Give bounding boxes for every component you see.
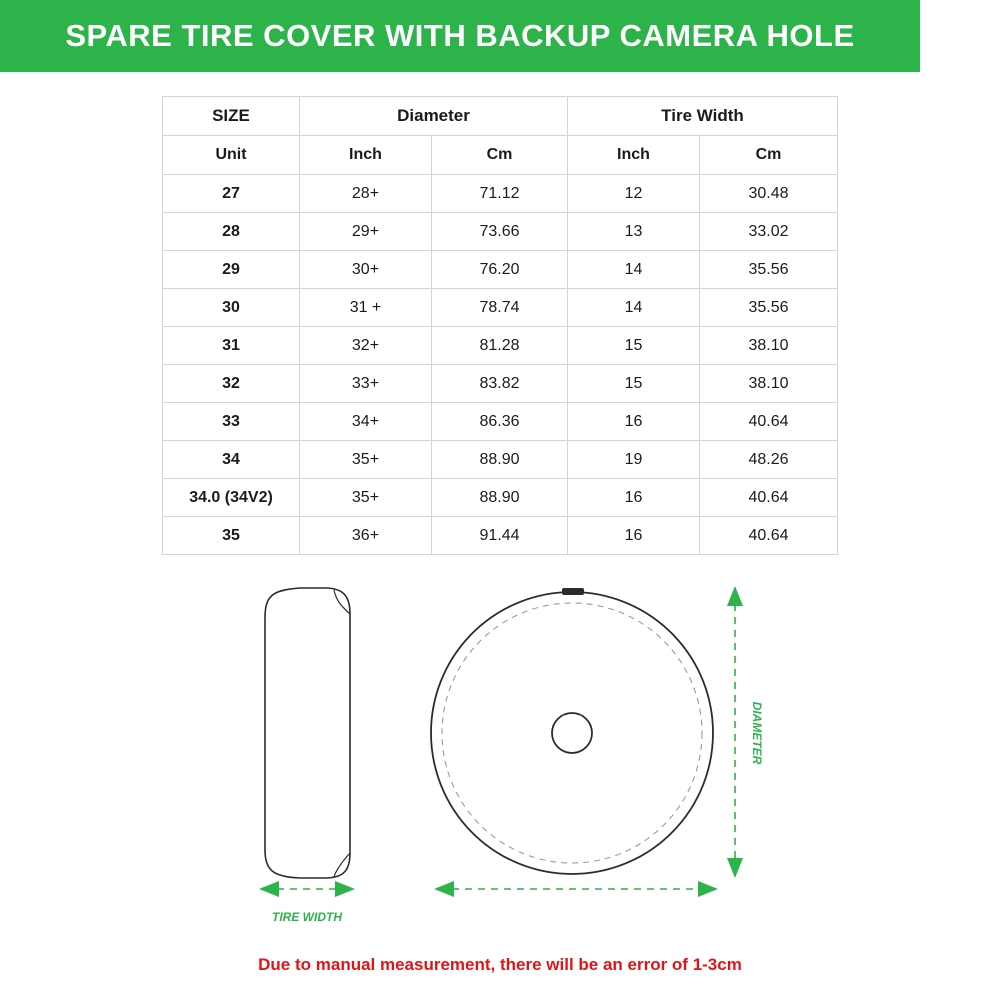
cell-diameter-cm: 83.82 — [431, 365, 567, 403]
cell-diameter-inch: 30+ — [300, 251, 432, 289]
cell-diameter-inch: 36+ — [300, 517, 432, 555]
table-row — [163, 327, 838, 365]
cell-diameter-inch: 32+ — [300, 327, 432, 365]
cell-width-inch: 12 — [567, 175, 699, 213]
diameter-label: DIAMETER — [750, 701, 764, 765]
header-diameter-cm: Cm — [431, 136, 567, 175]
arrow-left-icon-2 — [259, 881, 279, 897]
header-width-cm: Cm — [699, 136, 837, 175]
cell-size: 32 — [163, 365, 300, 403]
arrow-up-icon — [727, 586, 743, 606]
cell-size: 30 — [163, 289, 300, 327]
table-row — [163, 441, 838, 479]
cell-size: 34.0 (34V2) — [163, 479, 300, 517]
side-view-shape — [265, 588, 350, 878]
cell-width-cm: 38.10 — [699, 327, 837, 365]
table-row — [163, 479, 838, 517]
cell-size: 34 — [163, 441, 300, 479]
arrow-left-icon — [434, 881, 454, 897]
cell-size: 33 — [163, 403, 300, 441]
arrow-right-icon-2 — [335, 881, 355, 897]
cell-diameter-inch: 28+ — [300, 175, 432, 213]
cell-diameter-inch: 35+ — [300, 479, 432, 517]
header-banner — [0, 0, 920, 72]
header-width-inch: Inch — [567, 136, 699, 175]
tire-width-dimension — [259, 881, 355, 924]
table-header-sub — [163, 136, 838, 175]
cell-width-inch: 16 — [567, 479, 699, 517]
cell-width-inch: 15 — [567, 365, 699, 403]
cell-diameter-cm: 86.36 — [431, 403, 567, 441]
cell-diameter-cm: 81.28 — [431, 327, 567, 365]
cell-width-inch: 19 — [567, 441, 699, 479]
cell-width-inch: 16 — [567, 403, 699, 441]
cell-size: 27 — [163, 175, 300, 213]
tire-width-label: TIRE WIDTH — [272, 910, 342, 924]
cell-width-inch: 13 — [567, 213, 699, 251]
cell-diameter-cm: 76.20 — [431, 251, 567, 289]
camera-notch — [562, 588, 584, 595]
cell-width-cm: 35.56 — [699, 289, 837, 327]
circle-width-dimension — [434, 881, 718, 897]
cell-diameter-cm: 78.74 — [431, 289, 567, 327]
header-tire-width: Tire Width — [567, 97, 837, 136]
cell-diameter-inch: 31 + — [300, 289, 432, 327]
cell-width-cm: 40.64 — [699, 517, 837, 555]
cell-diameter-cm: 88.90 — [431, 441, 567, 479]
table-row — [163, 175, 838, 213]
table-row — [163, 213, 838, 251]
cell-size: 31 — [163, 327, 300, 365]
cell-width-inch: 14 — [567, 251, 699, 289]
cell-diameter-inch: 34+ — [300, 403, 432, 441]
cell-width-cm: 33.02 — [699, 213, 837, 251]
cell-width-cm: 35.56 — [699, 251, 837, 289]
cell-width-cm: 38.10 — [699, 365, 837, 403]
table-row — [163, 289, 838, 327]
header-size: SIZE — [163, 97, 300, 136]
header-diameter: Diameter — [300, 97, 568, 136]
table-row — [163, 251, 838, 289]
cell-diameter-cm: 73.66 — [431, 213, 567, 251]
cell-width-cm: 30.48 — [699, 175, 837, 213]
table-row — [163, 365, 838, 403]
cell-diameter-inch: 29+ — [300, 213, 432, 251]
arrow-right-icon — [698, 881, 718, 897]
header-diameter-inch: Inch — [300, 136, 432, 175]
arrow-down-icon — [727, 858, 743, 878]
cell-diameter-cm: 71.12 — [431, 175, 567, 213]
size-table-container — [162, 96, 838, 555]
measurement-note: Due to manual measurement, there will be an error of 1-3cm — [258, 955, 742, 974]
front-view-shape — [431, 588, 713, 874]
cell-size: 28 — [163, 213, 300, 251]
product-diagram — [0, 548, 1000, 938]
cell-width-inch: 16 — [567, 517, 699, 555]
cell-width-inch: 15 — [567, 327, 699, 365]
size-table — [162, 96, 838, 555]
cell-size: 29 — [163, 251, 300, 289]
cell-width-inch: 14 — [567, 289, 699, 327]
page-title: SPARE TIRE COVER WITH BACKUP CAMERA HOLE — [65, 18, 855, 53]
diameter-dimension — [727, 586, 764, 878]
cell-diameter-cm: 88.90 — [431, 479, 567, 517]
cell-width-cm: 40.64 — [699, 479, 837, 517]
cell-width-cm: 48.26 — [699, 441, 837, 479]
header-unit: Unit — [163, 136, 300, 175]
cell-size: 35 — [163, 517, 300, 555]
cell-diameter-inch: 35+ — [300, 441, 432, 479]
table-header-main — [163, 97, 838, 136]
cell-width-cm: 40.64 — [699, 403, 837, 441]
camera-hole — [552, 713, 592, 753]
table-row — [163, 403, 838, 441]
cell-diameter-cm: 91.44 — [431, 517, 567, 555]
cell-diameter-inch: 33+ — [300, 365, 432, 403]
